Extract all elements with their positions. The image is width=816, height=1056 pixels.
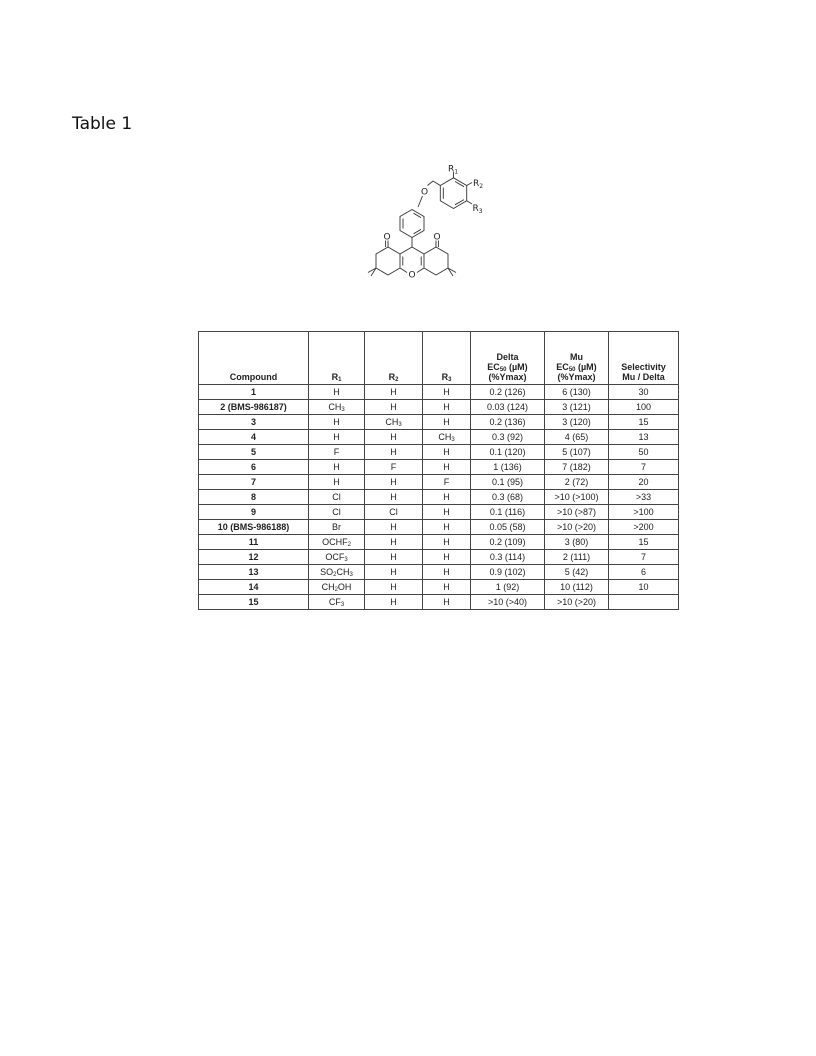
formula-text: H [390,402,397,412]
formula-text: H [390,522,397,532]
compound-cell: 2 (BMS-986187) [199,400,309,415]
mu-ec50-cell: 6 (130) [545,385,609,400]
table-body [199,385,679,610]
selectivity-cell: 15 [609,415,679,430]
delta-ec50-cell: 1 (136) [471,460,545,475]
r3-cell [423,400,471,415]
header-delta-ec: EC [487,362,500,372]
formula-text: H [333,477,340,487]
compound-cell: 4 [199,430,309,445]
header-mu [545,332,609,385]
r1-cell [309,400,365,415]
r2-cell [365,550,423,565]
header-delta-title: Delta [496,352,519,362]
r1-cell [309,565,365,580]
r1-cell [309,475,365,490]
selectivity-cell [609,595,679,610]
table-row [199,400,679,415]
header-r1-subscript: 1 [338,377,342,383]
r2-cell [365,580,423,595]
formula-subscript: 3 [344,557,348,563]
mu-ec50-cell: 2 (111) [545,550,609,565]
r3-cell [423,550,471,565]
r2-cell [365,460,423,475]
formula-text: H [390,537,397,547]
selectivity-cell: 30 [609,385,679,400]
r3-cell [423,415,471,430]
header-r2-subscript: 2 [395,377,399,383]
formula-text: H [443,492,450,502]
mu-ec50-cell: 10 (112) [545,580,609,595]
header-delta-unit: (µM) [506,362,528,372]
chemical-structure-diagram [340,160,490,300]
formula-text: H [390,552,397,562]
compound-cell: 12 [199,550,309,565]
r2-cell [365,565,423,580]
delta-ec50-cell: 0.2 (136) [471,415,545,430]
r3-cell [423,505,471,520]
table-row [199,535,679,550]
formula-text: H [390,477,397,487]
selectivity-cell: 6 [609,565,679,580]
table-row [199,460,679,475]
compound-activity-table [198,331,679,610]
delta-ec50-cell: 0.03 (124) [471,400,545,415]
r1-cell [309,415,365,430]
formula-text: OCF [325,552,345,562]
formula-text: H [390,432,397,442]
r1-cell [309,460,365,475]
formula-subscript: 3 [340,602,345,608]
r3-cell [423,565,471,580]
r3-cell [423,445,471,460]
r1-cell [309,445,365,460]
mu-ec50-cell: 3 (120) [545,415,609,430]
table-row [199,520,679,535]
formula-text: CH [328,402,342,412]
formula-text: CH [321,582,335,592]
header-compound [199,332,309,385]
formula-text: H [333,417,340,427]
formula-text: H [333,432,340,442]
table-row [199,475,679,490]
formula-text: H [390,492,397,502]
header-delta-ec-subscript: 50 [499,367,507,373]
header-r1 [309,332,365,385]
table-row [199,565,679,580]
mu-ec50-cell: >10 (>87) [545,505,609,520]
delta-ec50-cell: 0.1 (116) [471,505,545,520]
formula-text: H [443,597,450,607]
compound-cell: 9 [199,505,309,520]
mu-ec50-cell: 5 (42) [545,565,609,580]
formula-text: CH [336,567,350,577]
r2-cell [365,520,423,535]
formula-text: H [443,567,450,577]
table-row [199,505,679,520]
formula-subscript: 2 [333,572,337,578]
r3-cell [423,460,471,475]
r2-label: $R_2$ [473,179,484,190]
formula-text: Br [332,522,341,532]
r1-cell [309,505,365,520]
compound-cell: 3 [199,415,309,430]
table-row [199,445,679,460]
delta-ec50-cell: 0.2 (109) [471,535,545,550]
formula-text: CF [328,597,341,607]
formula-text: H [390,597,397,607]
r1-cell [309,385,365,400]
table-row [199,490,679,505]
formula-text: H [390,582,397,592]
formula-text: OH [337,582,352,592]
compound-cell: 6 [199,460,309,475]
header-row [199,332,679,385]
compound-cell: 10 (BMS-986188) [199,520,309,535]
delta-ec50-cell: 1 (92) [471,580,545,595]
delta-ec50-cell: 0.3 (114) [471,550,545,565]
formula-text: CH [385,417,399,427]
formula-text: SO [320,567,334,577]
compound-cell: 5 [199,445,309,460]
delta-ec50-cell: 0.1 (95) [471,475,545,490]
mu-ec50-cell: >10 (>20) [545,595,609,610]
compound-cell: 8 [199,490,309,505]
formula-text: H [443,522,450,532]
r3-cell [423,490,471,505]
r2-cell [365,430,423,445]
formula-subscript: 3 [349,572,353,578]
mu-ec50-cell: 3 (80) [545,535,609,550]
header-r2-text: R [388,372,396,382]
selectivity-cell: >200 [609,520,679,535]
r2-cell [365,595,423,610]
r3-cell [423,430,471,445]
table-row [199,430,679,445]
mu-ec50-cell: >10 (>20) [545,520,609,535]
compound-cell: 1 [199,385,309,400]
r2-cell [365,475,423,490]
formula-subscript: 3 [341,407,345,413]
header-selectivity-title: Selectivity [621,362,666,372]
formula-subscript: 2 [347,542,351,548]
delta-ec50-cell: 0.1 (120) [471,445,545,460]
r1-label: $R_1$ [448,164,459,176]
delta-ec50-cell: >10 (>40) [471,595,545,610]
header-r3-text: R [441,372,449,382]
r3-cell [423,520,471,535]
formula-text: H [333,462,340,472]
header-r3 [423,332,471,385]
right-carbonyl-oxygen-label: O [433,232,441,243]
formula-text: H [443,387,450,397]
selectivity-cell: 15 [609,535,679,550]
formula-text: H [443,447,450,457]
selectivity-cell: >100 [609,505,679,520]
formula-subscript: 2 [334,587,338,593]
formula-text: Cl [332,507,341,517]
header-mu-title: Mu [570,352,583,362]
mu-ec50-cell: 7 (182) [545,460,609,475]
table-row [199,550,679,565]
formula-text: CH [438,432,452,442]
selectivity-cell: 50 [609,445,679,460]
table-row [199,580,679,595]
delta-ec50-cell: 0.3 (92) [471,430,545,445]
r1-cell [309,430,365,445]
mu-ec50-cell: 2 (72) [545,475,609,490]
compound-cell: 11 [199,535,309,550]
selectivity-cell: 13 [609,430,679,445]
r2-cell [365,385,423,400]
header-delta-ymax: (%Ymax) [488,372,527,382]
compound-cell: 14 [199,580,309,595]
header-compound-text: Compound [229,372,278,382]
formula-subscript: 3 [451,437,455,443]
table-caption: Table 1 [72,114,133,134]
r1-cell [309,595,365,610]
table-row [199,595,679,610]
header-selectivity [609,332,679,385]
r1-cell [309,580,365,595]
formula-text: H [390,387,397,397]
r3-cell [423,580,471,595]
selectivity-cell: 10 [609,580,679,595]
header-mu-ec: EC [556,362,569,372]
r2-cell [365,490,423,505]
selectivity-cell: 100 [609,400,679,415]
selectivity-cell: >33 [609,490,679,505]
mu-ec50-cell: 5 (107) [545,445,609,460]
header-mu-ec-subscript: 50 [568,367,576,373]
formula-text: Cl [332,492,341,502]
mu-ec50-cell: 4 (65) [545,430,609,445]
formula-text: H [443,402,450,412]
compound-cell: 7 [199,475,309,490]
formula-text: F [333,447,340,457]
formula-text: F [443,477,450,487]
delta-ec50-cell: 0.2 (126) [471,385,545,400]
formula-text: H [390,567,397,577]
selectivity-cell: 7 [609,460,679,475]
r1-cell [309,490,365,505]
delta-ec50-cell: 0.9 (102) [471,565,545,580]
ring-oxygen-label: O [408,270,416,281]
r3-label: $R_3$ [472,204,483,215]
ether-oxygen-label: O [421,187,429,198]
formula-text: F [390,462,397,472]
r2-cell [365,445,423,460]
r1-cell [309,535,365,550]
header-delta [471,332,545,385]
selectivity-cell: 20 [609,475,679,490]
header-selectivity-ratio: Mu / Delta [622,372,665,382]
delta-ec50-cell: 0.05 (58) [471,520,545,535]
r3-cell [423,535,471,550]
formula-text: H [443,537,450,547]
compound-cell: 15 [199,595,309,610]
table-row [199,415,679,430]
formula-text: H [390,447,397,457]
selectivity-cell: 7 [609,550,679,565]
formula-text: H [333,387,340,397]
r2-cell [365,400,423,415]
formula-text: H [443,417,450,427]
r3-cell [423,475,471,490]
header-mu-ymax: (%Ymax) [557,372,596,382]
formula-text: H [443,462,450,472]
delta-ec50-cell: 0.3 (68) [471,490,545,505]
formula-text: H [443,507,450,517]
formula-text: H [443,552,450,562]
mu-ec50-cell: >10 (>100) [545,490,609,505]
r1-cell [309,520,365,535]
formula-text: H [443,582,450,592]
r2-cell [365,535,423,550]
r2-cell [365,415,423,430]
r3-cell [423,385,471,400]
formula-subscript: 3 [398,422,402,428]
header-r3-subscript: 3 [448,377,452,383]
mu-ec50-cell: 3 (121) [545,400,609,415]
header-r1-text: R [331,372,339,382]
table-row [199,385,679,400]
formula-text: Cl [389,507,398,517]
header-r2 [365,332,423,385]
left-carbonyl-oxygen-label: O [383,232,391,243]
header-mu-unit: (µM) [575,362,597,372]
compound-cell: 13 [199,565,309,580]
r3-cell [423,595,471,610]
formula-text: OCHF [322,537,348,547]
r2-cell [365,505,423,520]
r1-cell [309,550,365,565]
